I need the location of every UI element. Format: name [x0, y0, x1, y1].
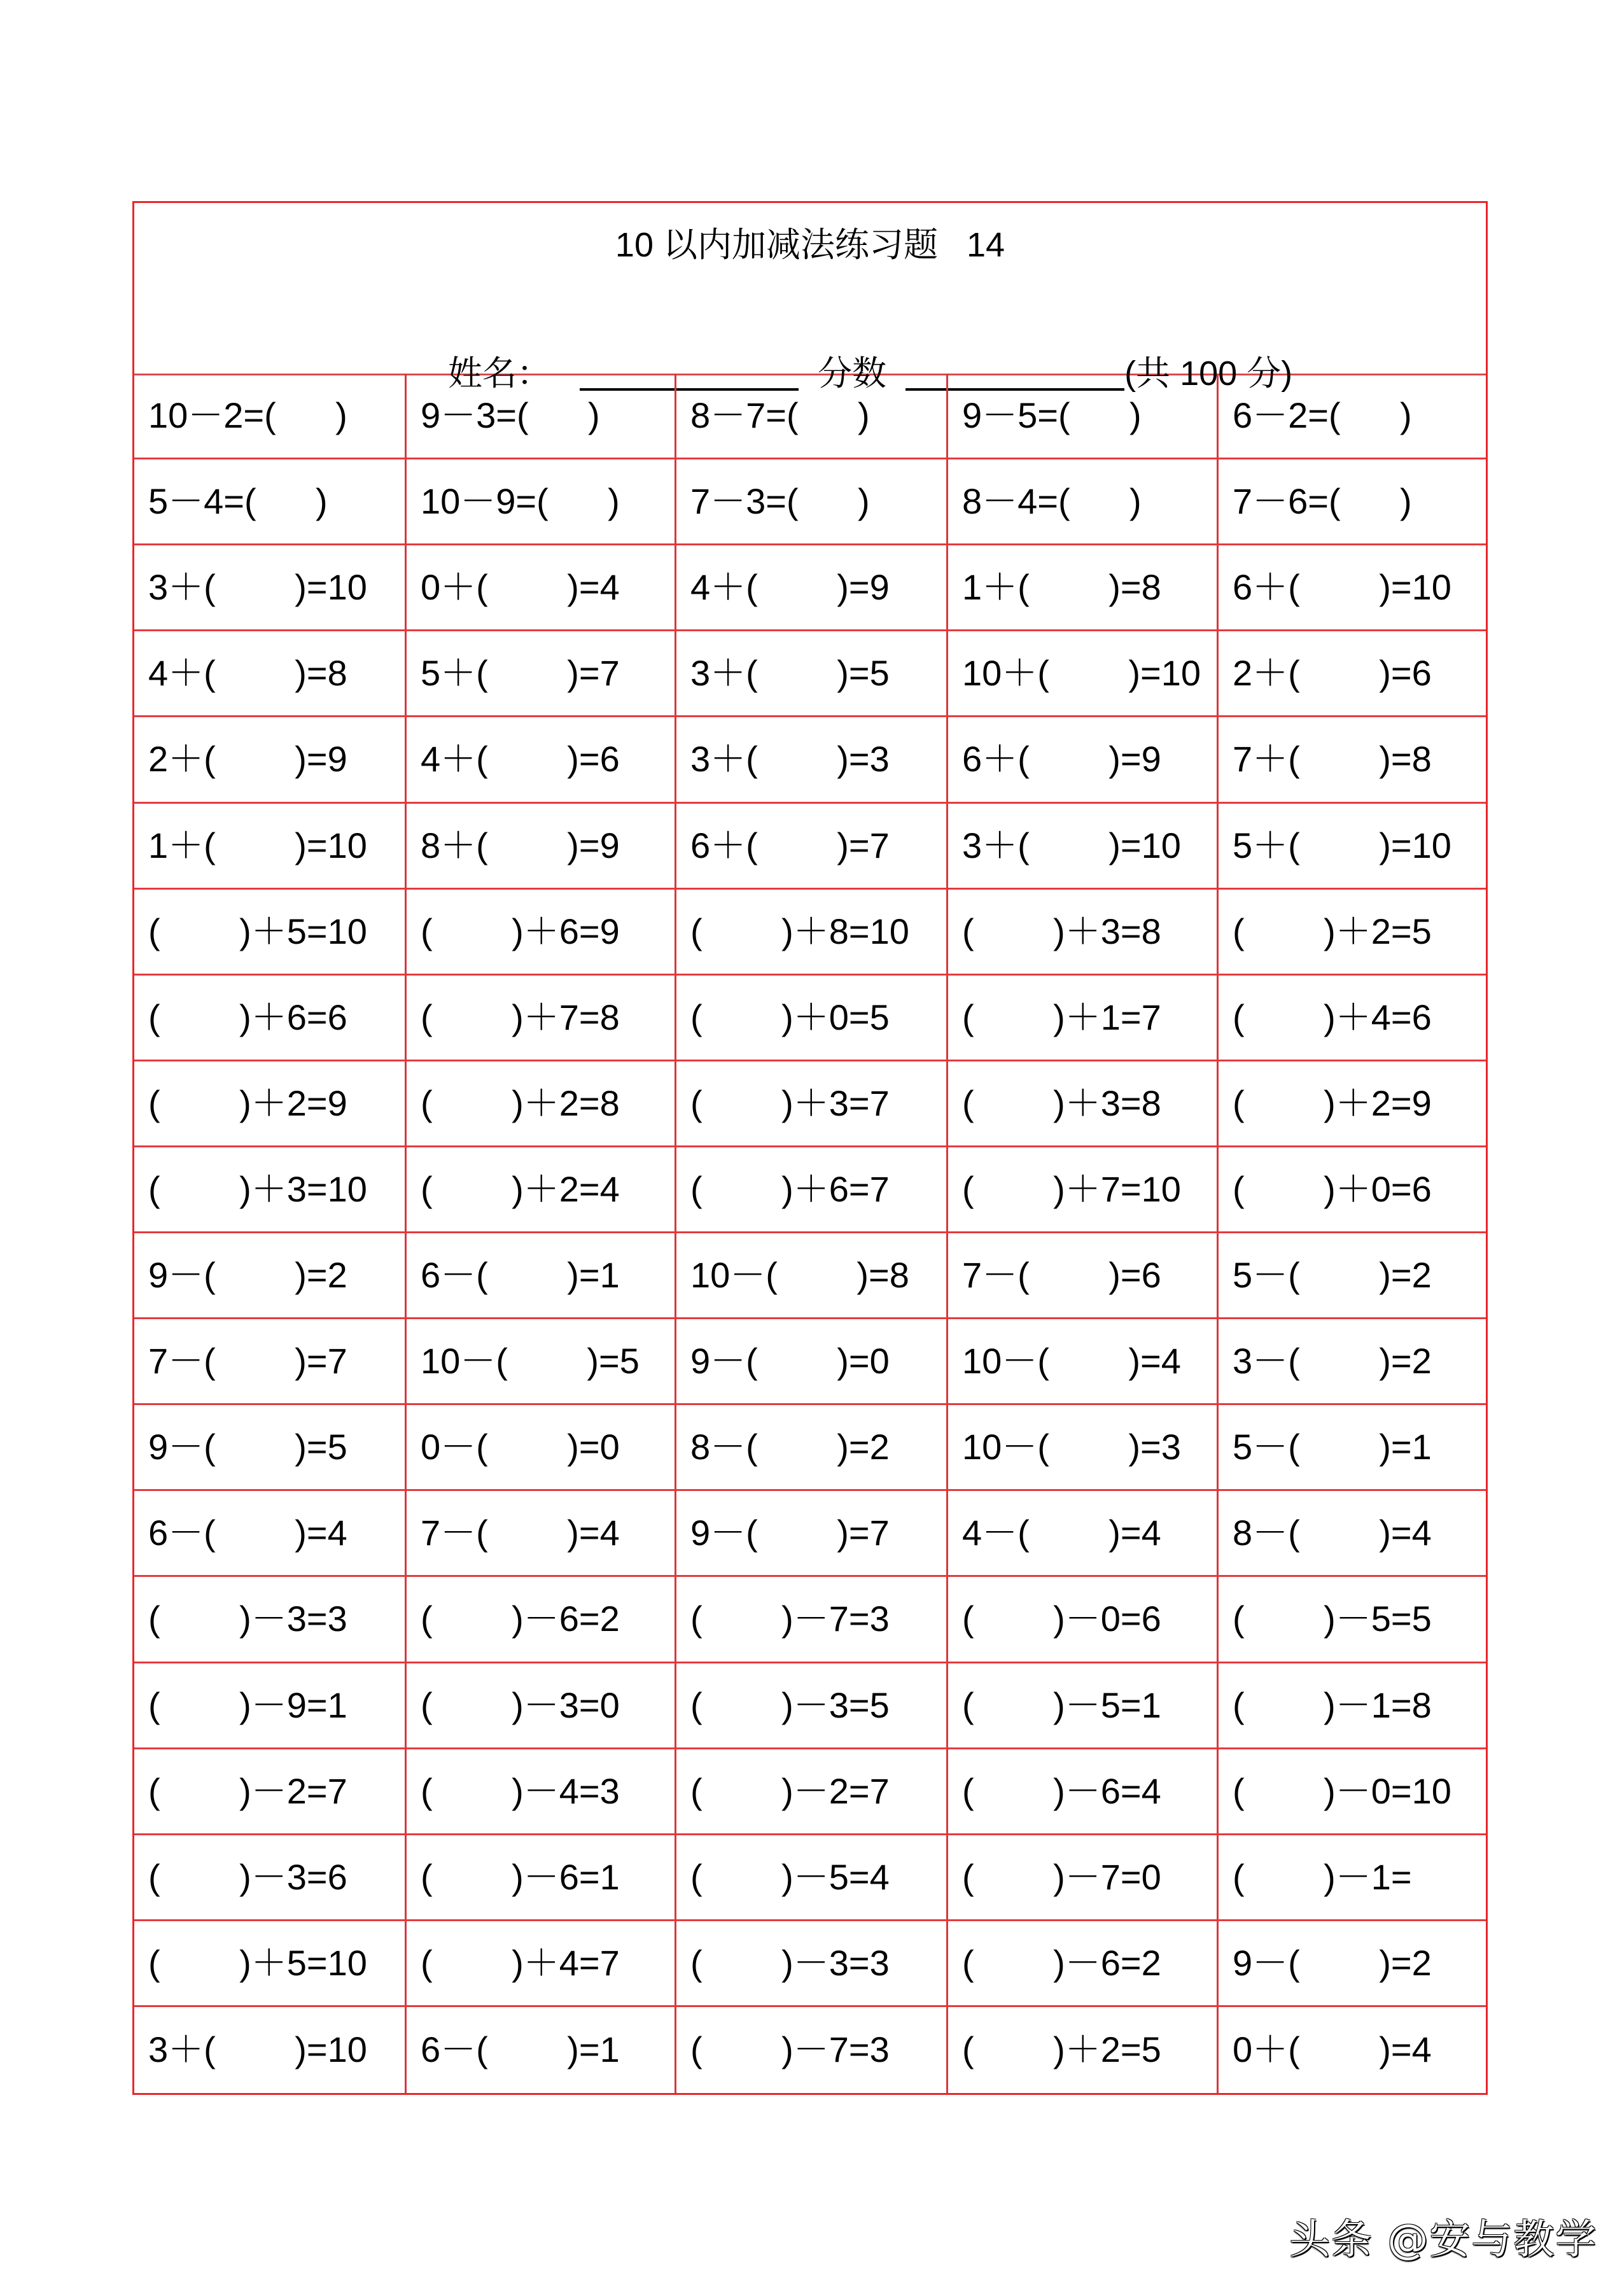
problem-cell[interactable]: ( )＋2=8 [407, 1061, 676, 1147]
problem-cell[interactable]: ( )＋2=9 [1219, 1061, 1486, 1147]
watermark: 头条 @安与教学 [1289, 2216, 1598, 2264]
problem-cell[interactable]: 5－( )=1 [1219, 1405, 1486, 1491]
problem-cell[interactable]: ( )－1= [1219, 1835, 1486, 1921]
problem-cell[interactable]: ( )－0=10 [1219, 1749, 1486, 1835]
student-info-line [391, 307, 1293, 393]
problem-cell[interactable]: 0＋( )=4 [1233, 2029, 1432, 2070]
problem-cell[interactable]: ( )＋4=6 [1219, 976, 1486, 1061]
problem-cell[interactable]: 3＋( )=10 [134, 545, 407, 631]
problem-cell[interactable]: 10－9=( ) [407, 459, 676, 545]
problem-cell[interactable]: 7－( )=6 [948, 1233, 1219, 1319]
problem-cell[interactable]: 9－5=( ) [948, 374, 1219, 459]
problem-cell[interactable]: 8－7=( ) [676, 374, 948, 459]
problem-cell[interactable]: 2＋( )=6 [1219, 631, 1486, 717]
total-points-label: (共 100 分) [1124, 354, 1293, 393]
problem-cell[interactable]: ( )－3=5 [676, 1663, 948, 1749]
problem-cell[interactable]: 0－( )=0 [407, 1405, 676, 1491]
problem-cell[interactable]: ( )＋2=5 [948, 2007, 1219, 2093]
problem-cell[interactable]: ( )－7=3 [676, 1577, 948, 1663]
problem-cell[interactable]: 1＋( )=10 [134, 804, 407, 890]
problem-cell[interactable]: ( )＋8=10 [676, 890, 948, 976]
problem-cell[interactable]: ( )－9=1 [134, 1663, 407, 1749]
problem-cell[interactable]: ( )－7=3 [676, 2007, 948, 2093]
problem-cell[interactable]: 7－( )=4 [407, 1491, 676, 1577]
problem-cell[interactable]: 7＋( )=8 [1219, 717, 1486, 803]
worksheet-header [134, 203, 1486, 393]
problem-cell[interactable]: ( )－3=3 [134, 1577, 407, 1663]
problem-cell[interactable]: 6－( )=4 [134, 1491, 407, 1577]
problem-cell[interactable]: 4－( )=4 [948, 1491, 1219, 1577]
problem-cell[interactable]: 10＋( )=10 [948, 631, 1219, 717]
problem-cell[interactable]: ( )－4=3 [407, 1749, 676, 1835]
problem-cell[interactable]: 6＋( )=10 [1219, 545, 1486, 631]
problem-cell[interactable]: 9－3=( ) [407, 374, 676, 459]
problem-cell[interactable]: 7－6=( ) [1219, 459, 1486, 545]
problem-cell[interactable]: ( )＋3=7 [676, 1061, 948, 1147]
problem-cell[interactable]: 6－( )=1 [407, 1233, 676, 1319]
problem-cell[interactable]: 3－( )=2 [1219, 1319, 1486, 1405]
problem-cell[interactable]: ( )＋3=8 [948, 890, 1219, 976]
name-label: 姓名： [448, 354, 552, 393]
problem-cell[interactable]: ( )－6=2 [948, 1921, 1219, 2007]
problem-cell[interactable]: ( )＋7=10 [948, 1147, 1219, 1233]
problem-cell[interactable]: 10－( )=5 [407, 1319, 676, 1405]
problem-cell[interactable]: ( )－0=6 [948, 1577, 1219, 1663]
problem-cell[interactable]: 3＋( )=10 [948, 804, 1219, 890]
problem-cell[interactable]: 5＋( )=10 [1219, 804, 1486, 890]
problem-cell[interactable]: 10－( )=4 [948, 1319, 1219, 1405]
problem-cell[interactable]: ( )＋1=7 [948, 976, 1219, 1061]
problem-cell[interactable]: 9－( )=7 [676, 1491, 948, 1577]
problem-cell[interactable]: ( )－6=2 [407, 1577, 676, 1663]
problem-cell[interactable]: 10－( )=3 [948, 1405, 1219, 1491]
problem-cell[interactable]: 5－4=( ) [134, 459, 407, 545]
problem-cell[interactable]: 0＋( )=4 [407, 545, 676, 631]
problem-cell[interactable]: ( )＋6=6 [134, 976, 407, 1061]
problem-cell[interactable]: 8－( )=2 [676, 1405, 948, 1491]
problem-cell[interactable]: 1＋( )=8 [948, 545, 1219, 631]
problem-cell[interactable]: ( )＋2=4 [407, 1147, 676, 1233]
problem-cell[interactable]: 5－( )=2 [1219, 1233, 1486, 1319]
problem-cell[interactable]: 9－( )=0 [676, 1319, 948, 1405]
problem-cell[interactable]: 4＋( )=6 [407, 717, 676, 803]
problem-cell[interactable]: 8－4=( ) [948, 459, 1219, 545]
problem-cell[interactable]: ( )－2=7 [134, 1749, 407, 1835]
problem-cell[interactable]: ( )＋3=8 [948, 1061, 1219, 1147]
problem-cell[interactable]: ( )＋0=6 [1219, 1147, 1486, 1233]
problem-cell[interactable]: ( )－3=3 [676, 1921, 948, 2007]
problem-cell[interactable]: 9－( )=2 [134, 1233, 407, 1319]
problem-cell[interactable]: 4＋( )=9 [676, 545, 948, 631]
problem-cell[interactable]: ( )＋4=7 [407, 1921, 676, 2007]
problem-cell[interactable]: ( )＋2=5 [1219, 890, 1486, 976]
problem-cell[interactable]: 5＋( )=7 [407, 631, 676, 717]
problem-cell[interactable]: 8－( )=4 [1219, 1491, 1486, 1577]
problem-cell[interactable]: ( )－5=5 [1219, 1577, 1486, 1663]
problem-cell[interactable]: ( )＋7=8 [407, 976, 676, 1061]
problem-cell[interactable]: 3＋( )=5 [676, 631, 948, 717]
problem-cell[interactable]: ( )－5=4 [676, 1835, 948, 1921]
problem-cell[interactable]: 3＋( )=10 [134, 2007, 407, 2093]
problem-cell[interactable]: ( )＋3=10 [134, 1147, 407, 1233]
problem-cell[interactable]: ( )－5=1 [948, 1663, 1219, 1749]
problem-cell[interactable]: ( )＋2=9 [134, 1061, 407, 1147]
problem-cell[interactable]: ( )－6=4 [948, 1749, 1219, 1835]
problem-grid [134, 374, 1486, 2093]
problem-cell[interactable]: 2＋( )=9 [134, 717, 407, 803]
problem-cell[interactable]: 6－2=( ) [1219, 374, 1486, 459]
problem-cell[interactable]: 6－( )=1 [407, 2007, 676, 2093]
problem-cell[interactable]: ( )＋6=7 [676, 1147, 948, 1233]
problem-cell[interactable]: 9－( )=2 [1219, 1921, 1486, 2007]
problem-cell[interactable]: 7－3=( ) [676, 459, 948, 545]
problem-cell[interactable]: 9－( )=5 [134, 1405, 407, 1491]
problem-cell[interactable]: 8＋( )=9 [407, 804, 676, 890]
problem-cell[interactable]: ( )－7=0 [948, 1835, 1219, 1921]
problem-cell[interactable]: 6＋( )=7 [676, 804, 948, 890]
problem-cell[interactable]: ( )－3=6 [134, 1835, 407, 1921]
problem-cell[interactable]: 7－( )=7 [134, 1319, 407, 1405]
problem-cell[interactable]: 10－2=( ) [134, 374, 407, 459]
problem-cell[interactable]: ( )－6=1 [407, 1835, 676, 1921]
score-label: 分数 [818, 354, 887, 393]
problem-cell[interactable]: ( )＋5=10 [134, 1921, 407, 2007]
worksheet-table [132, 201, 1488, 2095]
problem-cell[interactable]: 4＋( )=8 [134, 631, 407, 717]
problem-cell[interactable]: ( )－3=0 [407, 1663, 676, 1749]
worksheet-title: 10 以内加减法练习题 14 [615, 226, 1005, 264]
problem-cell[interactable]: ( )－1=8 [1219, 1663, 1486, 1749]
problem-cell[interactable]: ( )＋6=9 [407, 890, 676, 976]
problem-cell[interactable]: ( )－2=7 [676, 1749, 948, 1835]
problem-cell[interactable]: 10－( )=8 [676, 1233, 948, 1319]
problem-cell[interactable]: 6＋( )=9 [948, 717, 1219, 803]
problem-cell[interactable]: 3＋( )=3 [676, 717, 948, 803]
problem-cell[interactable]: ( )＋0=5 [676, 976, 948, 1061]
problem-cell[interactable]: ( )＋5=10 [134, 890, 407, 976]
